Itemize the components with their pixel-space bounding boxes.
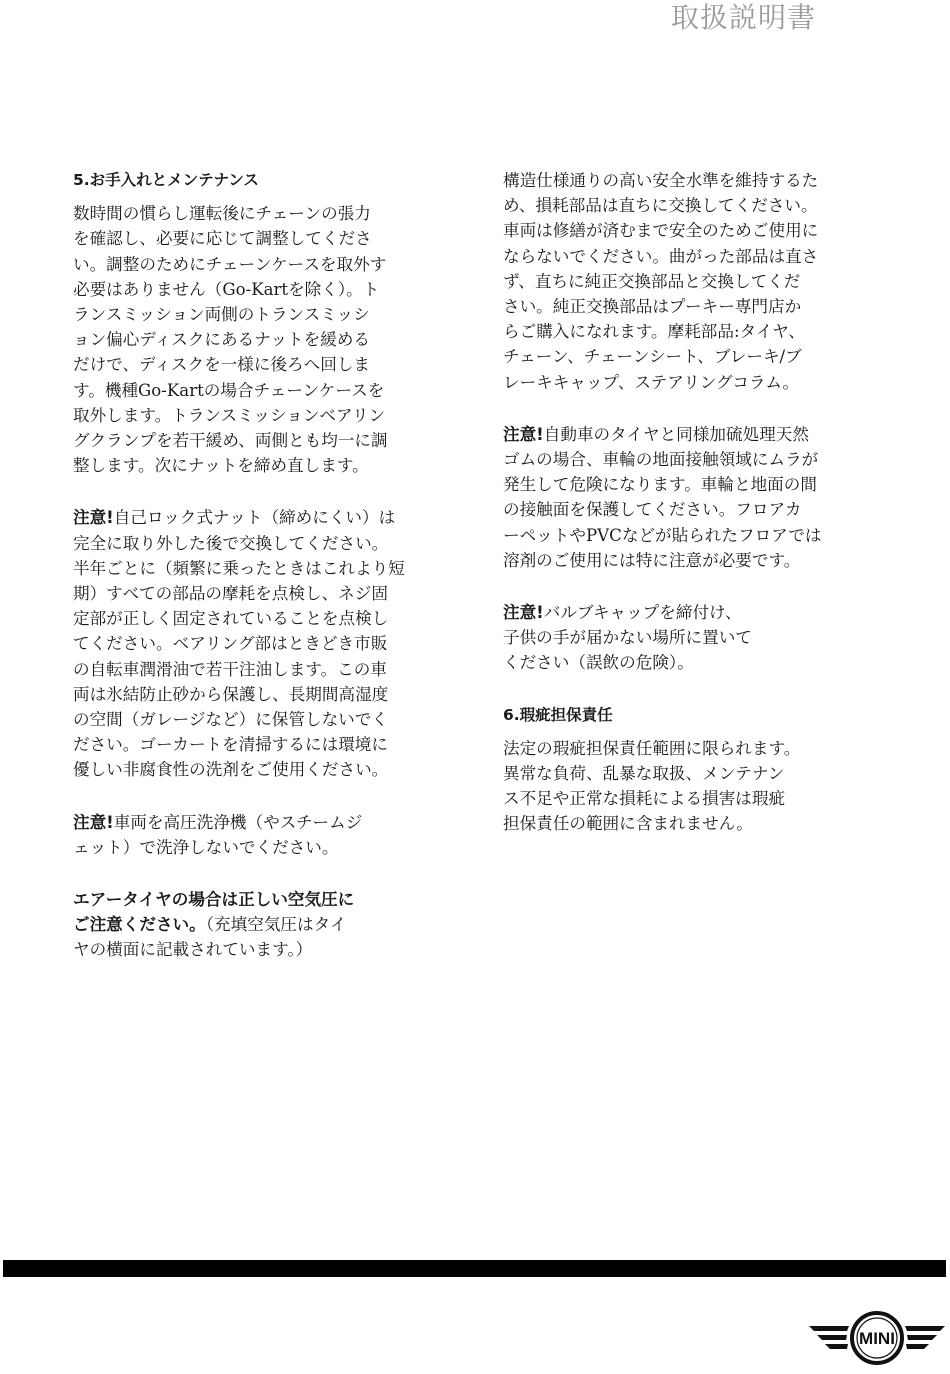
paragraph-line: め、損耗部品は直ちに交換してください。 [503,196,818,216]
paragraph-line: 法定の瑕疵担保責任範囲に限られます。 [503,738,801,758]
caution-label: 注意! [73,812,114,832]
paragraph-line: らご購入になれます。摩耗部品:タイヤ、 [503,322,805,342]
paragraph-line: 優しい非腐食性の洗剤をご使用ください。 [73,760,389,780]
paragraph-line: 発生して危険になります。車輪と地面の間 [503,475,817,495]
paragraph-line: ェット）で洗浄しないでください。 [73,837,339,857]
paragraph-line: だけで、ディスクを一様に後ろへ回しま [73,355,371,375]
paragraph-line: 構造仕様通りの高い安全水準を維持するた [503,171,819,190]
maintenance-paragraph [73,201,445,478]
paragraph-line: 両は氷結防止砂から保護し、長期間高湿度 [73,684,389,704]
paragraph-line: 担保責任の範囲に含まれません。 [503,814,753,834]
caution-first-line [73,505,445,530]
caution-first-line [503,600,858,625]
paragraph-line: ゴムの場合、車輪の地面接触領域にムラが [503,450,819,470]
warranty-section [503,703,858,837]
paragraph-line: ださい。ゴーカートを清掃するには環境に [73,735,388,755]
paragraph-line: す。機種Go-Kartの場合チェーンケースを [73,380,385,400]
wear-parts-paragraph [503,168,858,395]
paragraph-line: ヤの横面に記載されています。） [73,940,313,960]
paragraph-line: グクランプを若干緩め、両側とも均一に調 [73,431,388,451]
paragraph-line: 完全に取り外した後で交換してください。 [73,533,389,553]
caution-valve-caps [503,600,858,676]
caution-first-line [503,422,858,447]
caution-text: 自動車のタイヤと同様加硫処理天然 [543,424,809,444]
paragraph-line: 車両は修繕が済むまで安全のためご使用に [503,221,819,241]
caution-label: 注意! [73,508,114,528]
paragraph-line: の空間（ガレージなど）に保管しないでく [73,710,388,730]
paragraph-line: 整します。次にナットを締め直します。 [73,456,369,476]
warranty-heading: 6.瑕疵担保責任 [503,705,613,724]
caution-label: 注意! [503,603,544,623]
right-column [503,168,858,864]
paragraph-line: ください（誤飲の危険）。 [503,653,694,673]
paragraph-line: チェーン、チェーンシート、ブレーキ/ブ [503,347,802,367]
paragraph-line: い。調整のためにチェーンケースを取外す [73,254,387,274]
paragraph-line: 異常な負荷、乱暴な取扱、メンテナン [503,764,785,784]
caution-label: 注意! [503,424,544,444]
caution-text: 車両を高圧洗浄機（やスチームジ [113,812,363,832]
footer-bar [3,1260,946,1277]
caution-first-line [73,810,445,835]
paragraph-line: 定部が正しく固定されていることを点検し [73,609,389,629]
paragraph-line: 取外します。トランスミッションベアリン [73,405,386,425]
paragraph-line: 半年ごとに（頻繁に乗ったときはこれより短 [73,558,405,578]
paragraph-line: 必要はありません（Go-Kartを除く）。ト [73,279,380,299]
tire-note-bold-text: ご注意ください。 [73,915,206,935]
logo-text: MINI [859,1329,895,1348]
paragraph-line: さい。純正交換部品はプーキー専門店か [503,297,802,317]
paragraph-line: ランスミッション両側のトランスミッシ [73,305,370,325]
caution-self-locking-nuts [73,505,445,782]
paragraph-line: の自転車潤滑油で若干注油します。この車 [73,659,387,679]
left-column [73,168,445,990]
paragraph-line: 期）すべての部品の摩耗を点検し、ネジ固 [73,584,388,604]
caution-text: バルブキャップを締付け、 [543,603,742,623]
caution-pressure-washer [73,810,445,860]
paragraph-line: ョン偏心ディスクにあるナットを緩める [73,330,371,350]
document-title: 取扱説明書 [670,1,816,34]
caution-rubber-tires [503,422,858,573]
paragraph-line: レーキキャップ、ステアリングコラム。 [503,372,800,392]
paragraph-line: 子供の手が届かない場所に置いて [503,628,752,648]
maintenance-section [73,168,445,478]
paragraph-line: ならないでください。曲がった部品は直さ [503,246,819,266]
maintenance-heading: 5.お手入れとメンテナンス [73,171,259,189]
tire-note-bold-line: エアータイヤの場合は正しい空気圧に [73,890,355,910]
paragraph-line: を確認し、必要に応じて調整してくださ [73,229,372,249]
tire-note-text: （充填空気圧はタイ [205,915,347,935]
paragraph-line: の接触面を保護してください。フロアカ [503,500,802,520]
tire-pressure-note [73,887,445,963]
paragraph-line: 溶剤のご使用には特に注意が必要です。 [503,550,801,570]
paragraph-line: ず、直ちに純正交換部品と交換してくだ [503,271,801,291]
caution-text: 自己ロック式ナット（締めにくい）は [113,508,396,528]
paragraph-line: 数時間の慣らし運転後にチェーンの張力 [73,204,371,224]
paragraph-line: てください。ベアリング部はときどき市販 [73,634,388,654]
tire-note-mixed-line [73,912,445,937]
paragraph-line: ス不足や正常な損耗による損害は瑕疵 [503,789,786,809]
paragraph-line: ーペットやPVCなどが貼られたフロアでは [503,525,822,545]
mini-logo [807,1310,947,1366]
